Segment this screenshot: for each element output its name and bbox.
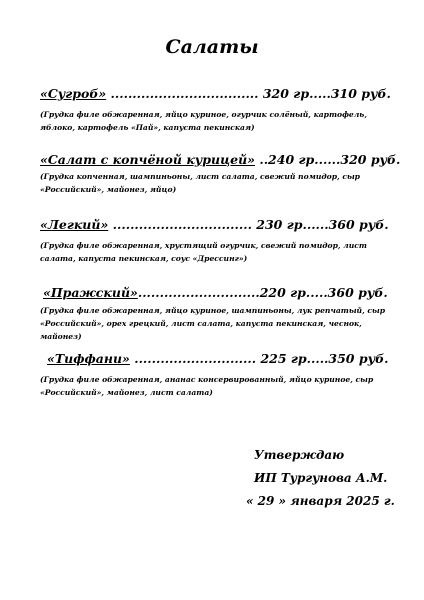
menu-item-sugrob [40,86,391,101]
item-name: «Сугроб» [40,86,107,101]
item-price: 220 гр.....360 руб. [259,285,388,300]
item-leader: .. [254,152,269,167]
item-name: «Салат с копчёной курицей» [40,152,255,167]
menu-item-prague [43,285,388,300]
item-leader: ............................ [129,351,261,366]
item-name: «Пражский» [43,285,138,300]
item-description: (Грудка филе обжаренная, хрустящий огурчик, свежий помидор, лист салата, капуста пекинская, соус «Дрессинг») [40,241,367,263]
item-price: 225 гр.....350 руб. [260,351,389,366]
item-name: «Легкий» [40,217,109,232]
item-price: 240 гр......320 руб. [268,152,401,167]
approval-date: « 29 » января 2025 г. [246,494,395,508]
item-leader: .................................. [106,86,263,101]
item-description: (Грудка копченная, шампиньоны, лист салата, свежий помидор, сыр «Российский», майонез, яйцо) [40,172,360,194]
item-description: (Грудка филе обжаренная, яйцо куриное, шампиньоны, лук репчатый, сыр «Российский», орех грецкий, лист салата, капуста пекинская, чеснок, майонез) [40,306,386,341]
approval-label: Утверждаю [254,448,345,462]
item-price: 230 гр......360 руб. [256,217,389,232]
item-name: «Тиффани» [47,351,130,366]
item-leader: ................................ [108,217,257,232]
page-title: Салаты [165,36,259,58]
item-description: (Грудка филе обжаренная, яйцо куриное, огурчик солёный, картофель, яблоко, картофель «Пай», капуста пекинская) [40,110,367,132]
item-description: (Грудка филе обжаренная, ананас консервированный, яйцо куриное, сыр «Российский», майонез, лист салата) [40,375,374,397]
menu-item-tiffany [47,351,388,366]
item-price: 320 гр.....310 руб. [262,86,391,101]
menu-item-smoked-chicken [40,152,400,167]
item-leader: ............................ [137,285,260,300]
approval-owner: ИП Тургунова А.М. [254,471,388,485]
menu-item-light [40,217,389,232]
